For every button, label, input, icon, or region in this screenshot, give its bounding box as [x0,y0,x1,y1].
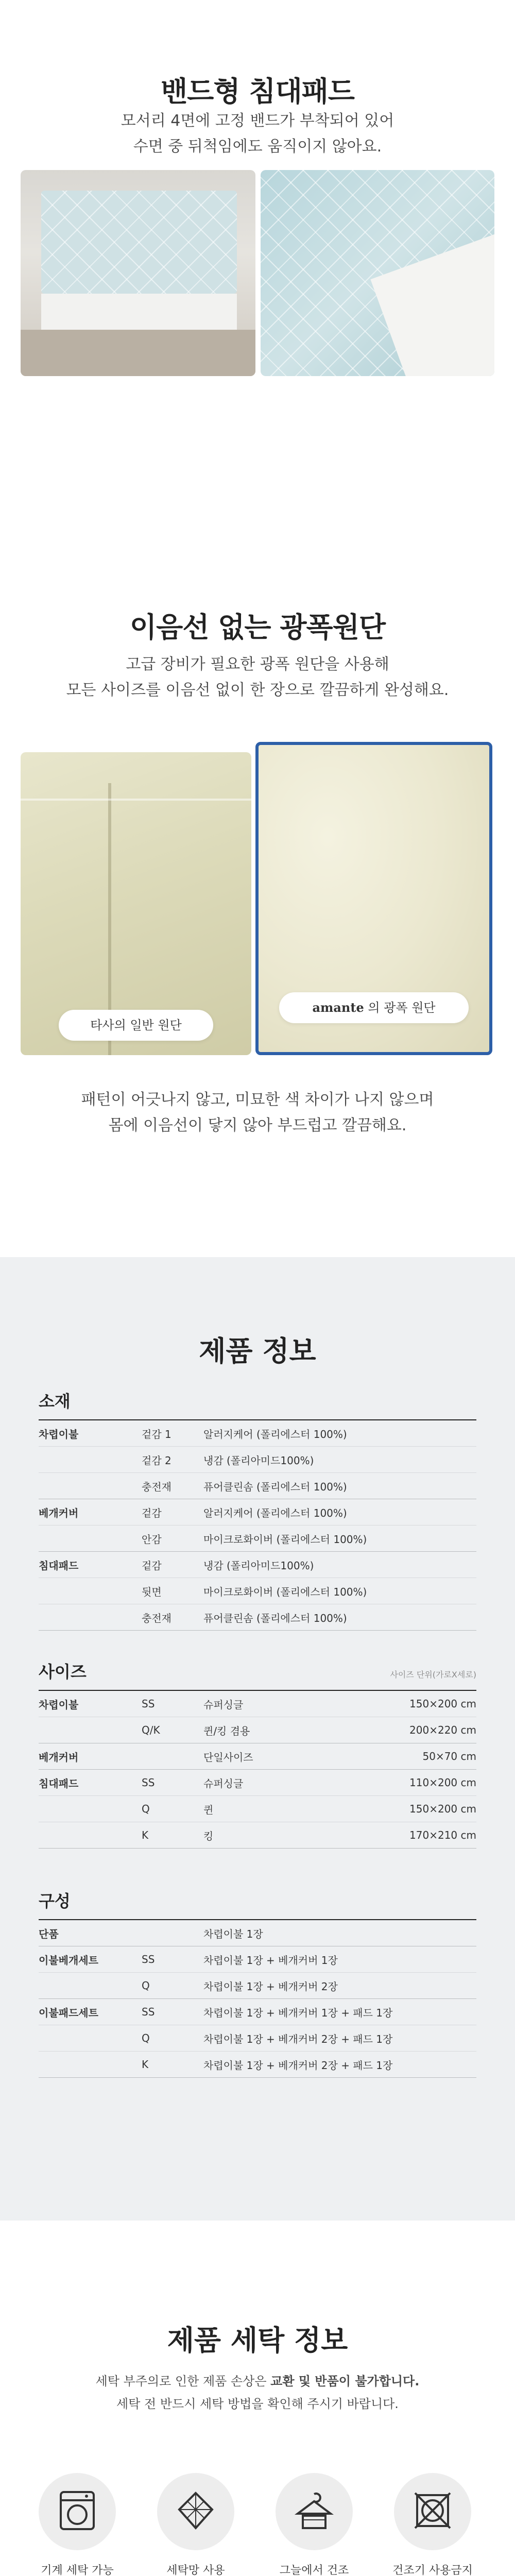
size-dimension: 170×210 cm [409,1829,476,1841]
material-value: 퓨어클린솜 (폴리에스터 100%) [203,1480,347,1493]
material-value: 알러지케어 (폴리에스터 100%) [203,1428,347,1440]
table-row [39,1552,476,1578]
fabric-description [0,652,515,703]
material-part: 충전재 [142,1612,171,1624]
wide-fabric-label: amante 의 광폭 원단 [279,992,469,1023]
material-item: 침대패드 [39,1559,79,1572]
table-row [39,1499,476,1526]
size-heading: 사이즈 [39,1659,476,1691]
size-name: 단일사이즈 [203,1751,253,1764]
table-row [39,1796,476,1822]
care-item-laundry-net: 세탁망 사용 [149,2473,242,2576]
size-group [39,1659,476,1849]
composition-value: 차렵이불 1장 + 베개커버 1장 [203,1954,338,1967]
table-row [39,1770,476,1796]
fabric-benefit-line-1: 패턴이 어긋나지 않고, 미묘한 색 차이가 나지 않으며 [81,1091,434,1109]
wide-fabric-brand: amante [312,1000,364,1015]
laundry-net-icon [175,2490,216,2533]
material-value: 냉감 (폴리아미드100%) [203,1559,314,1572]
shade-dry-icon [294,2490,335,2533]
material-part: 충전재 [142,1480,171,1493]
material-value: 마이크로화이버 (폴리에스터 100%) [203,1585,367,1598]
size-name: 퀸 [203,1803,214,1816]
size-dimension: 150×200 cm [409,1803,476,1815]
composition-code: SS [142,1953,155,1965]
size-code: SS [142,1698,155,1710]
composition-code: Q [142,2032,150,2044]
material-value: 마이크로화이버 (폴리에스터 100%) [203,1533,367,1546]
size-code: Q [142,1803,150,1815]
composition-code: SS [142,2006,155,2018]
product-info-title: 제품 정보 [199,1335,316,1367]
fabric-line-1: 고급 장비가 필요한 광폭 원단을 사용해 [126,655,389,673]
size-code: Q/K [142,1724,160,1736]
table-row [39,1822,476,1849]
composition-value: 차렵이불 1장 [203,1927,263,1940]
table-row [39,1691,476,1717]
table-row [39,1578,476,1604]
care-item-machine-wash: 기계 세탁 가능 [31,2473,124,2576]
regular-fabric-label: 타사의 일반 원단 [59,1010,213,1041]
size-dimension: 50×70 cm [422,1750,476,1762]
composition-code: Q [142,1979,150,1992]
material-part: 뒷면 [142,1585,162,1598]
size-code: K [142,1829,149,1841]
laundry-title: 제품 세탁 정보 [167,2324,348,2357]
size-code: SS [142,1776,155,1789]
band-section [0,0,515,392]
table-row [39,1420,476,1447]
size-dimension: 150×200 cm [409,1698,476,1710]
product-info-section [0,1257,515,2221]
no-return-warning: 교환 및 반품이 불가합니다. [270,2374,420,2388]
no-dryer-icon [412,2490,453,2533]
laundry-subtitle: 세탁 부주의로 인한 제품 손상은 교환 및 반품이 불가합니다. 세탁 전 반드시 세탁 방법을 확인해 주시기 바랍니다. [95,2374,420,2411]
table-row [39,2052,476,2078]
material-value: 냉감 (폴리아미드100%) [203,1454,314,1467]
material-part: 겉감 [142,1506,162,1519]
material-item: 차렵이불 [39,1428,79,1440]
composition-group [39,1888,476,2078]
regular-fabric-photo [21,752,251,1055]
size-name: 퀸/킹 겸용 [203,1724,250,1737]
care-item-shade-dry: 그늘에서 건조 [268,2473,360,2576]
size-unit-note: 사이즈 단위(가로X세로) [390,1670,476,1680]
composition-item: 단품 [39,1927,59,1940]
band-line-2: 수면 중 뒤척임에도 움직이지 않아요. [133,138,382,156]
table-row [39,1604,476,1631]
pad-photo-left [21,170,255,376]
wide-fabric-photo [255,742,492,1055]
care-item-no-dryer: 건조기 사용금지 [386,2473,479,2576]
material-value: 알러지케어 (폴리에스터 100%) [203,1506,347,1519]
material-part: 겉감 2 [142,1454,171,1467]
washing-machine-icon [59,2490,96,2533]
table-row [39,1946,476,1973]
material-part: 겉감 [142,1559,162,1572]
size-item: 차렵이불 [39,1698,79,1711]
material-group [39,1388,476,1631]
material-part: 안감 [142,1533,162,1546]
fabric-line-2: 모든 사이즈를 이음선 없이 한 장으로 깔끔하게 완성해요. [66,681,449,699]
table-row [39,1526,476,1552]
band-title: 밴드형 침대패드 [161,75,354,108]
material-heading: 소재 [39,1388,476,1420]
composition-heading: 구성 [39,1888,476,1920]
material-item: 베개커버 [39,1506,79,1519]
fabric-benefit [0,1087,515,1139]
size-item: 침대패드 [39,1777,79,1790]
band-line-1: 모서리 4면에 고정 밴드가 부착되어 있어 [121,112,394,130]
size-name: 킹 [203,1829,214,1842]
table-row [39,1717,476,1743]
composition-item: 이불베개세트 [39,1954,98,1967]
band-description [0,108,515,160]
composition-value: 차렵이불 1장 + 베개커버 2장 + 패드 1장 [203,2059,393,2072]
table-row [39,1973,476,1999]
size-dimension: 110×200 cm [409,1776,476,1789]
table-row [39,1999,476,2025]
composition-value: 차렵이불 1장 + 베개커버 1장 + 패드 1장 [203,2006,393,2019]
table-row [39,1743,476,1770]
size-dimension: 200×220 cm [409,1724,476,1736]
fabric-benefit-line-2: 몸에 이음선이 닿지 않아 부드럽고 깔끔해요. [108,1116,407,1134]
table-row [39,2025,476,2052]
pad-photo-right [261,170,494,376]
composition-code: K [142,2058,149,2071]
table-row [39,1447,476,1473]
composition-item: 이불패드세트 [39,2006,98,2019]
size-name: 슈퍼싱글 [203,1698,244,1711]
fabric-title: 이음선 없는 광폭원단 [129,611,386,643]
material-value: 퓨어클린솜 (폴리에스터 100%) [203,1612,347,1624]
size-name: 슈퍼싱글 [203,1777,244,1790]
size-item: 베개커버 [39,1751,79,1764]
material-part: 겉감 1 [142,1428,171,1440]
table-row [39,1473,476,1499]
table-row [39,1920,476,1946]
composition-value: 차렵이불 1장 + 베개커버 2장 + 패드 1장 [203,2032,393,2045]
composition-value: 차렵이불 1장 + 베개커버 2장 [203,1980,338,1993]
